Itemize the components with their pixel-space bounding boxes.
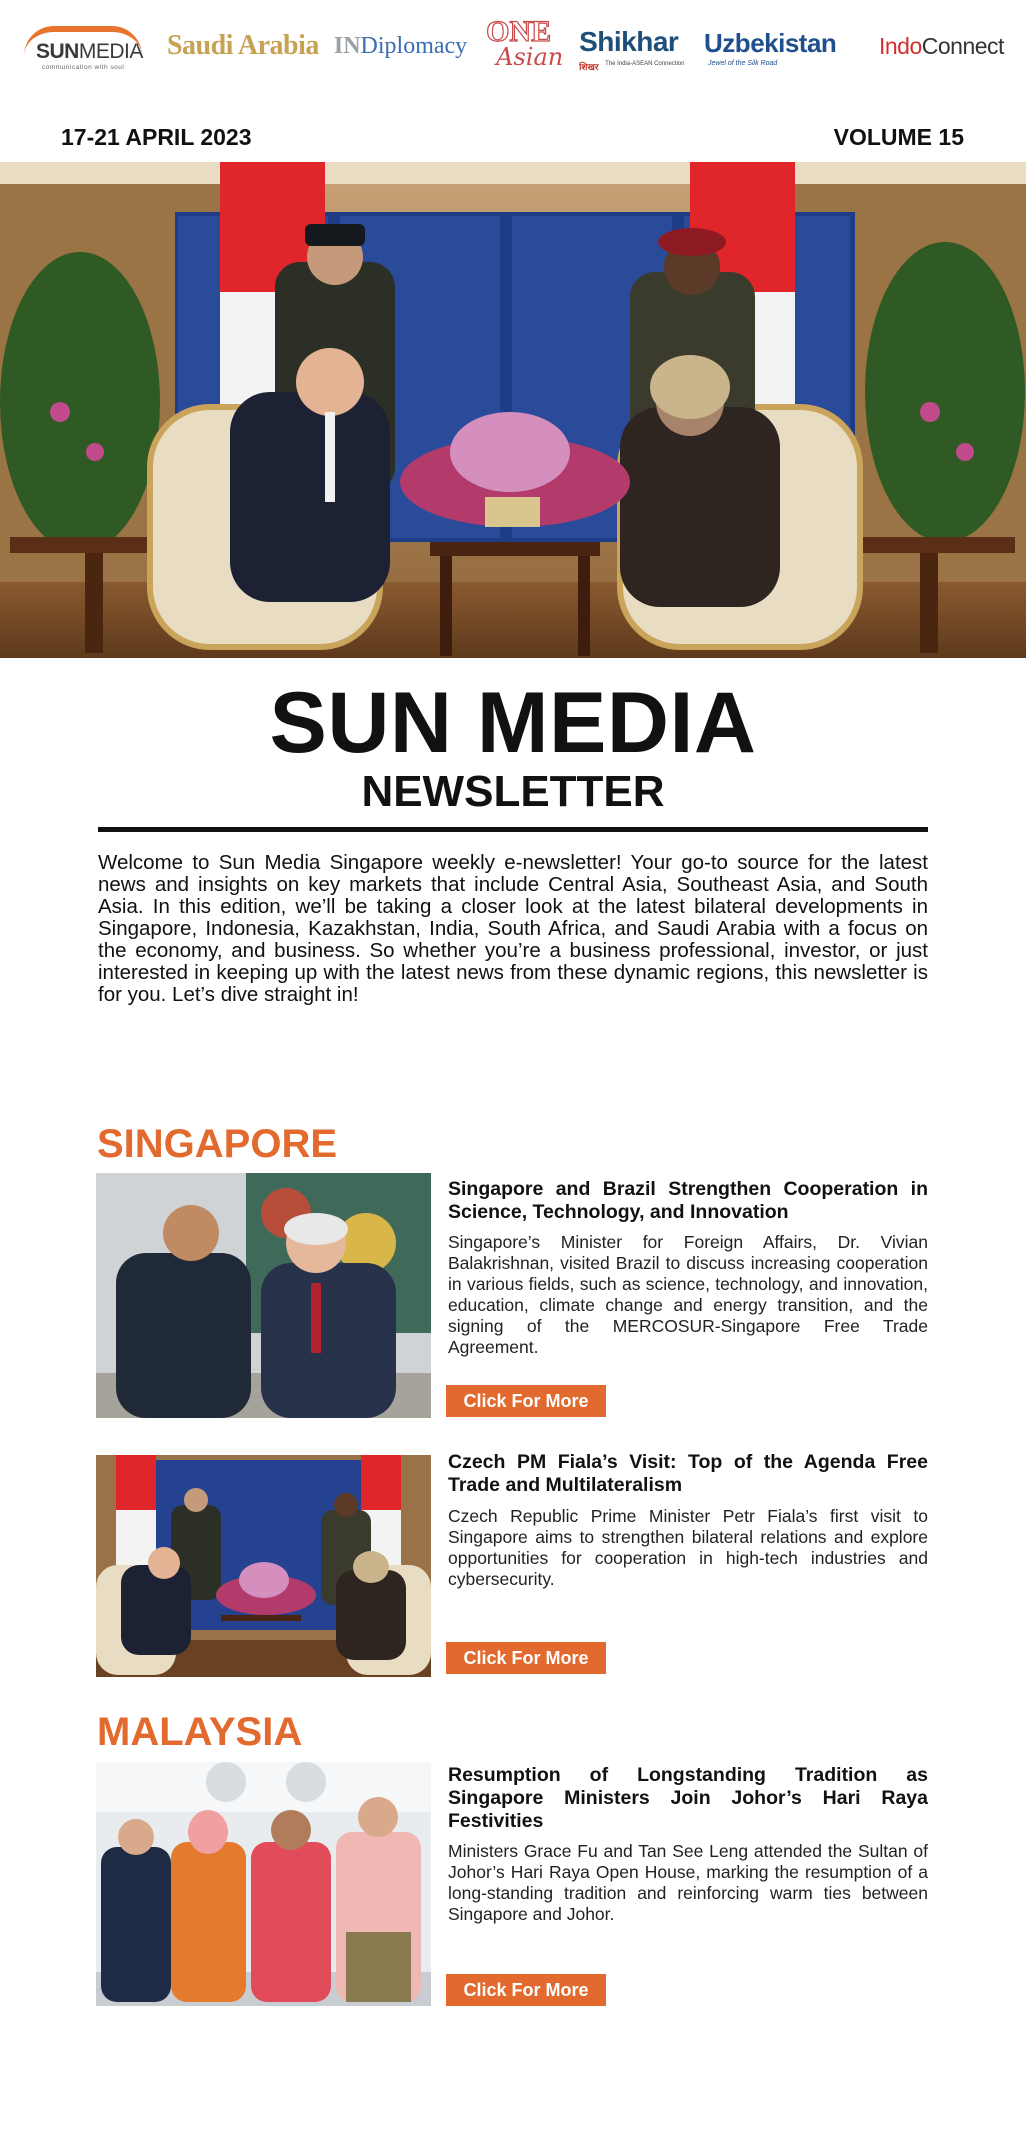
intro-paragraph: Welcome to Sun Media Singapore weekly e-newsletter! Your go-to source for the latest news and insights on key markets that include Central Asia, Southeast Asia, and South Asia. In this edition, we’ll be taking a closer look at the latest bilateral developments in Singapore, Indonesia, Kazakhstan, India, South Africa, and Saudi Arabia with a focus on the economy, and business. So whether you’re a business professional, investor, or just interested in keeping up with the latest news from these dynamic regions, this newsletter is for you. Let’s dive straight in! [98, 851, 928, 1006]
hero-photo-illustration [0, 162, 1026, 658]
click-for-more-button[interactable]: Click For More [446, 1385, 606, 1417]
in-diplomacy-logo[interactable] [334, 33, 467, 60]
sun-media-logo-word-sun: SUN [36, 40, 79, 63]
story-image-singapore-brazil[interactable] [96, 1173, 431, 1418]
click-for-more-button[interactable]: Click For More [446, 1642, 606, 1674]
in-diplomacy-word: Diplomacy [360, 32, 468, 59]
partner-logo-strip [0, 0, 1026, 92]
story-photo-group [96, 1762, 431, 2006]
sun-media-logo[interactable] [22, 16, 152, 76]
uzbekistan-logo-tagline: Jewel of the Silk Road [708, 60, 778, 67]
saudi-arabia-logo[interactable]: Saudi Arabia [166, 30, 319, 61]
story-photo-meeting [96, 1455, 431, 1677]
indo-connect-logo-connect: Connect [921, 32, 1004, 59]
uzbekistan-logo[interactable] [704, 16, 864, 76]
shikhar-logo-word: Shikhar [579, 26, 679, 57]
section-heading-singapore: SINGAPORE [97, 1122, 338, 1166]
masthead-divider [98, 827, 928, 832]
section-heading-malaysia: MALAYSIA [97, 1710, 303, 1754]
story-image-czech-pm[interactable] [96, 1455, 431, 1677]
uzbekistan-logo-word: Uzbekistan [704, 28, 837, 58]
sun-media-logo-tagline: communication with soul [42, 64, 125, 71]
newsletter-subtitle: NEWSLETTER [361, 767, 665, 816]
indo-connect-logo[interactable] [879, 33, 1004, 60]
one-asian-logo[interactable] [482, 15, 564, 77]
indo-connect-logo-indo: Indo [878, 32, 922, 59]
story-title[interactable]: Singapore and Brazil Strengthen Cooperation in Science, Technology, and Innovation [448, 1178, 928, 1223]
newsletter-title: SUN MEDIA [269, 675, 757, 771]
story-summary: Ministers Grace Fu and Tan See Leng attended the Sultan of Johor’s Hari Raya Open House, marking the resumption of a long-standing tradition and reinforcing warm ties between Singapore and Johor. [448, 1841, 928, 1924]
hero-photo [0, 162, 1026, 658]
story-summary: Singapore’s Minister for Foreign Affairs, Dr. Vivian Balakrishnan, visited Brazil to discuss increasing cooperation in various fields, such as science, technology, and innovation, education, climate change and energy transition, and the signing of the MERCOSUR-Singapore Free Trade Agreement. [448, 1232, 928, 1357]
sun-media-logo-word-media: MEDIA [78, 40, 143, 63]
story-summary: Czech Republic Prime Minister Petr Fiala’s first visit to Singapore aims to strengthen bilateral relations and explore opportunities for cooperation in high-tech industries and cybersecurity. [448, 1506, 928, 1589]
shikhar-logo-script: शिखर [579, 62, 599, 72]
click-for-more-button[interactable]: Click For More [446, 1974, 606, 2006]
one-asian-logo-one: ONE [486, 15, 552, 48]
story-title[interactable]: Czech PM Fiala’s Visit: Top of the Agenda Free Trade and Multilateralism [448, 1451, 928, 1496]
issue-date: 17-21 APRIL 2023 [61, 124, 252, 150]
shikhar-logo[interactable] [579, 16, 689, 76]
one-asian-logo-asian: Asian [496, 43, 564, 71]
issue-volume: VOLUME 15 [833, 124, 964, 150]
story-image-johor-hari-raya[interactable] [96, 1762, 431, 2006]
shikhar-logo-tagline: The India-ASEAN Connection [605, 61, 685, 67]
in-diplomacy-prefix: IN [333, 32, 361, 59]
story-title[interactable]: Resumption of Longstanding Tradition as Singapore Ministers Join Johor’s Hari Raya Festivities [448, 1764, 928, 1832]
story-photo-handshake [96, 1173, 431, 1418]
